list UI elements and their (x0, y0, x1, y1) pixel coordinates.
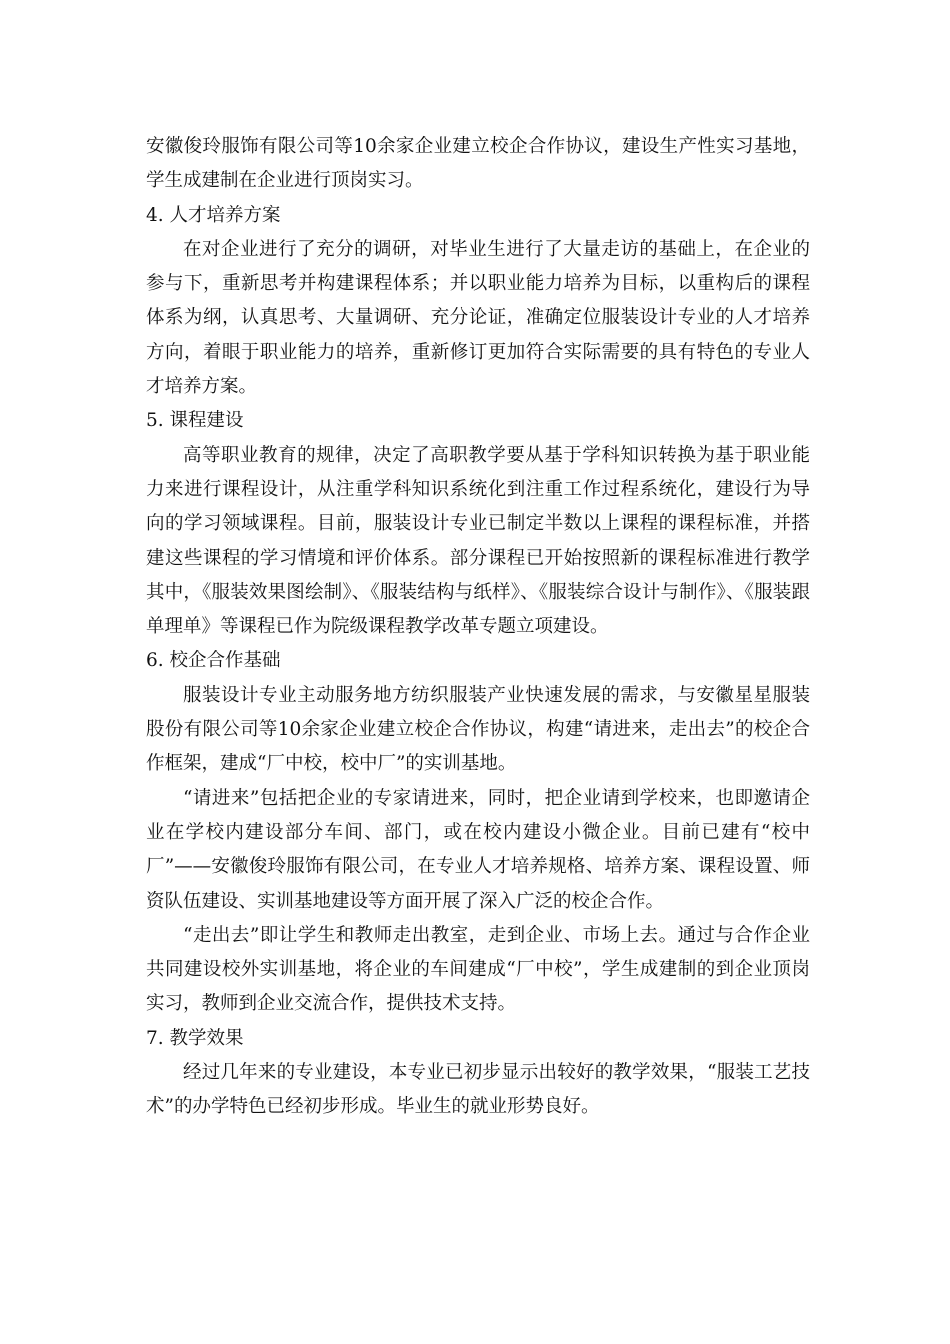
document-body (146, 130, 810, 1125)
paragraph-teaching-effect: 经过几年来的专业建设，本专业已初步显示出较好的教学效果，“服装工艺技术”的办学特色已经初步形成。毕业生的就业形势良好。 (146, 1062, 810, 1118)
section-heading-talent-plan: 4. 人才培养方案 (146, 204, 281, 226)
paragraph-course-construction: 高等职业教育的规律，决定了高职教学要从基于学科知识转换为基于职业能力来进行课程设计，从注重学科知识系统化到注重工作过程系统化，建设行为导向的学习领域课程。目前，服装设计专业已制定半数以上课程的课程标准，并搭建这些课程的学习情境和评价体系。部分课程已开始按照新的课程标准进行教学其中，《服装效果图绘制》、《服装结构与纸样》、《服装综合设计与制作》、《服装跟单理单》等课程已作为院级课程教学改革专题立项建设。 (146, 444, 810, 638)
section-heading-course-construction: 5. 课程建设 (146, 410, 244, 432)
paragraph-talent-plan: 在对企业进行了充分的调研，对毕业生进行了大量走访的基础上，在企业的参与下，重新思考并构建课程体系；并以职业能力培养为目标，以重构后的课程体系为纲，认真思考、大量调研、充分论证，准确定位服装设计专业的人才培养方向，着眼于职业能力的培养，重新修订更加符合实际需要的具有特色的专业人才培养方案。 (146, 238, 810, 398)
paragraph-go-out: “走出去”即让学生和教师走出教室，走到企业、市场上去。通过与合作企业共同建设校外实训基地，将企业的车间建成“厂中校”，学生成建制的到企业顶岗实习，教师到企业交流合作，提供技术支持。 (146, 924, 810, 1015)
paragraph-continued: 安徽俊玲服饰有限公司等10余家企业建立校企合作协议，建设生产性实习基地，学生成建制在企业进行顶岗实习。 (146, 136, 810, 192)
section-heading-school-enterprise: 6. 校企合作基础 (146, 650, 281, 672)
section-heading-teaching-effect: 7. 教学效果 (146, 1027, 244, 1049)
paragraph-invite-in: “请进来”包括把企业的专家请进来，同时，把企业请到学校来，也即邀请企业在学校内建设部分车间、部门，或在校内建设小微企业。目前已建有“校中厂”——安徽俊玲服饰有限公司，在专业人才培养规格、培养方案、课程设置、师资队伍建设、实训基地建设等方面开展了深入广泛的校企合作。 (146, 787, 810, 912)
paragraph-school-enterprise: 服装设计专业主动服务地方纺织服装产业快速发展的需求，与安徽星星服装股份有限公司等10余家企业建立校企合作协议，构建“请进来，走出去”的校企合作框架，建成“厂中校，校中厂”的实训基地。 (146, 684, 810, 775)
